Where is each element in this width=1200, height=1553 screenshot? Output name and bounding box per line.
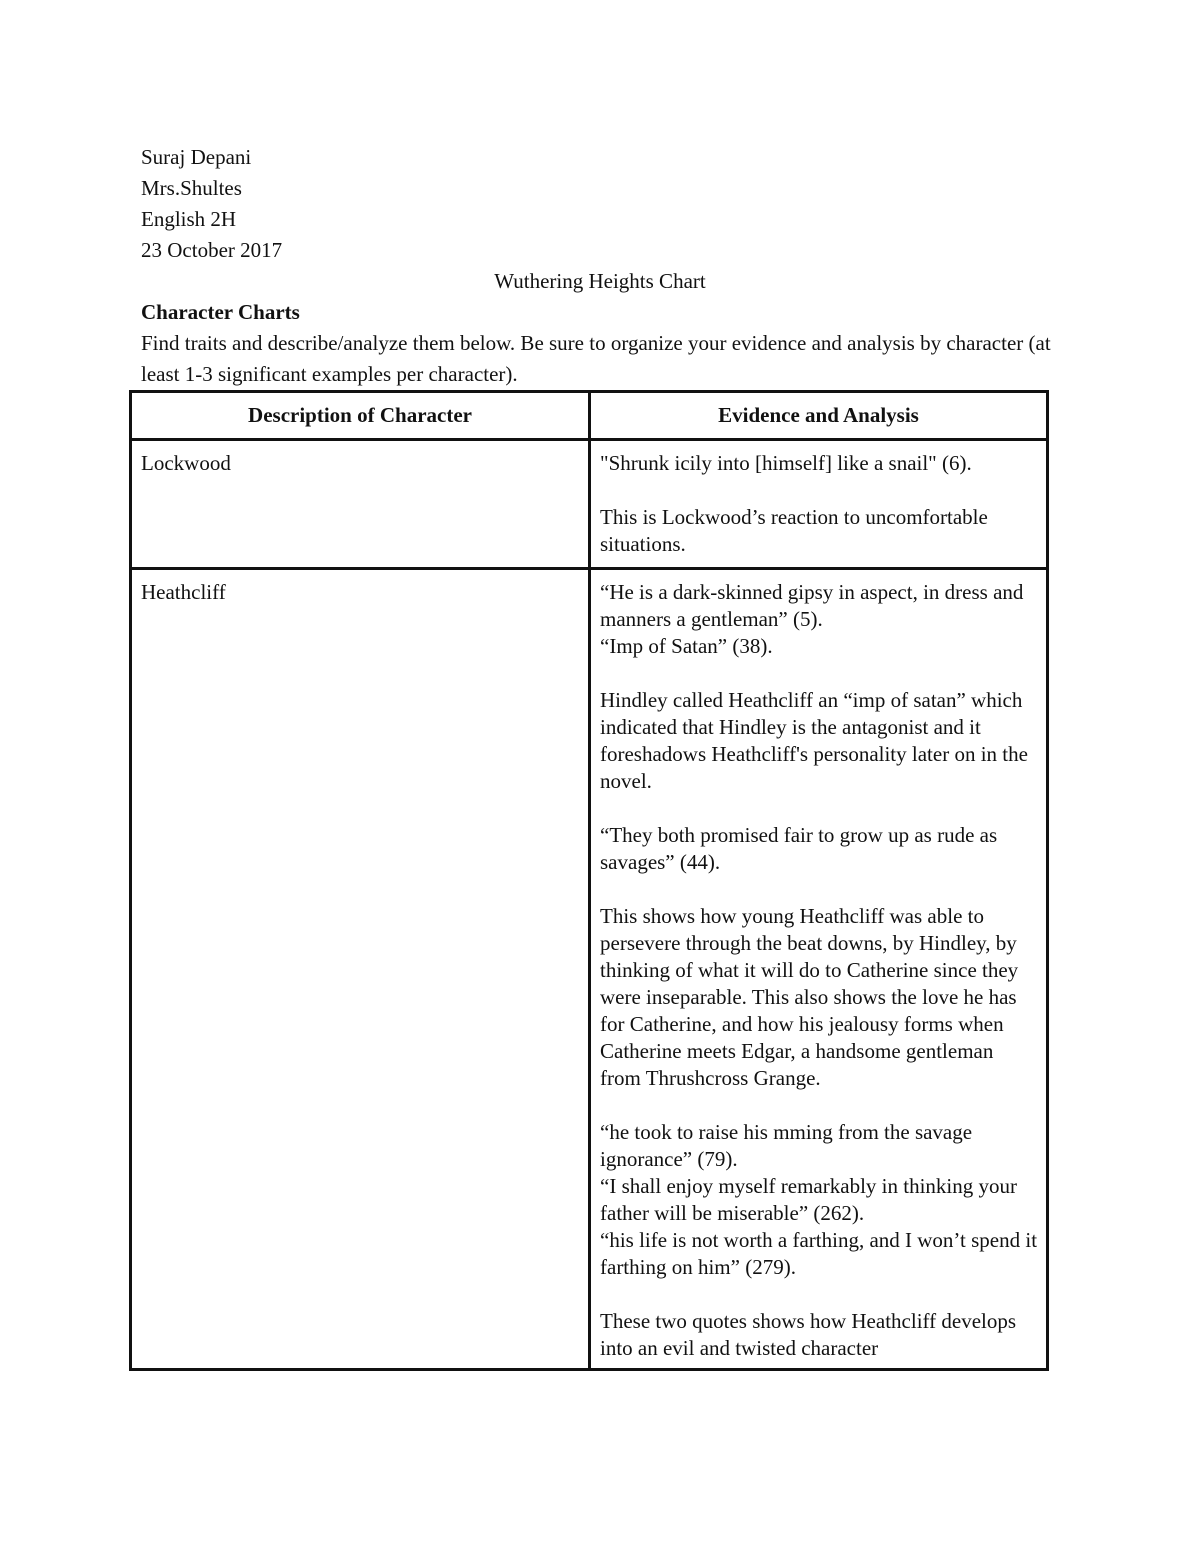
table-header-row (131, 392, 1048, 440)
section-heading: Character Charts (141, 300, 300, 324)
evidence-paragraph (600, 504, 1038, 558)
table-row (131, 440, 1048, 569)
evidence-paragraph (600, 450, 1038, 477)
table-row (131, 569, 1048, 1370)
document-date: 23 October 2017 (141, 238, 283, 262)
character-cell (131, 440, 590, 569)
evidence-paragraph (600, 1308, 1038, 1362)
document-title: Wuthering Heights Chart (494, 269, 706, 293)
evidence-line: “They both promised fair to grow up as rude as savages” (44). (600, 823, 998, 874)
evidence-paragraph (600, 1119, 1038, 1281)
evidence-line: Hindley called Heathcliff an “imp of satan” which indicated that Hindley is the antagonist and it foreshadows Heathcliff's personality later on in the novel. (600, 688, 1028, 793)
evidence-line: “He is a dark-skinned gipsy in aspect, in dress and manners a gentleman” (5). (600, 580, 1024, 631)
student-name: Suraj Depani (141, 145, 252, 169)
character-name: Lockwood (141, 451, 231, 475)
column-header-evidence: Evidence and Analysis (590, 392, 1048, 440)
evidence-line: This is Lockwood’s reaction to uncomfortable situations. (600, 505, 988, 556)
evidence-line: This shows how young Heathcliff was able to persevere through the beat downs, by Hindley, by thinking of what it will do to Catherine since they were inseparable. This also shows the love he has for Catherine, and how his jealousy forms when Catherine meets Edgar, a handsome gentleman from Thrushcross Grange. (600, 904, 1019, 1090)
evidence-cell (590, 440, 1048, 569)
instructions-text: Find traits and describe/analyze them below. Be sure to organize your evidence and analysis by character (at least 1-3 significant examples per character). (141, 331, 1051, 386)
evidence-paragraph (600, 687, 1038, 795)
evidence-paragraph (600, 822, 1038, 876)
teacher-name: Mrs.Shultes (141, 176, 242, 200)
evidence-line: "Shrunk icily into [himself] like a snail" (6). (600, 451, 972, 475)
document-header (141, 142, 1061, 390)
character-name: Heathcliff (141, 580, 226, 604)
evidence-cell (590, 569, 1048, 1370)
evidence-line: “Imp of Satan” (38). (600, 634, 773, 658)
character-cell (131, 569, 590, 1370)
character-chart-table (129, 390, 1049, 1371)
column-header-description: Description of Character (131, 392, 590, 440)
evidence-paragraph (600, 903, 1038, 1092)
evidence-line: “I shall enjoy myself remarkably in thinking your father will be miserable” (262). (600, 1174, 1017, 1225)
evidence-line: “he took to raise his mming from the savage ignorance” (79). (600, 1120, 973, 1171)
evidence-line: These two quotes shows how Heathcliff develops into an evil and twisted character (600, 1309, 1017, 1360)
evidence-line: “his life is not worth a farthing, and I won’t spend it farthing on him” (279). (600, 1228, 1038, 1279)
evidence-paragraph (600, 579, 1038, 660)
course-name: English 2H (141, 207, 237, 231)
